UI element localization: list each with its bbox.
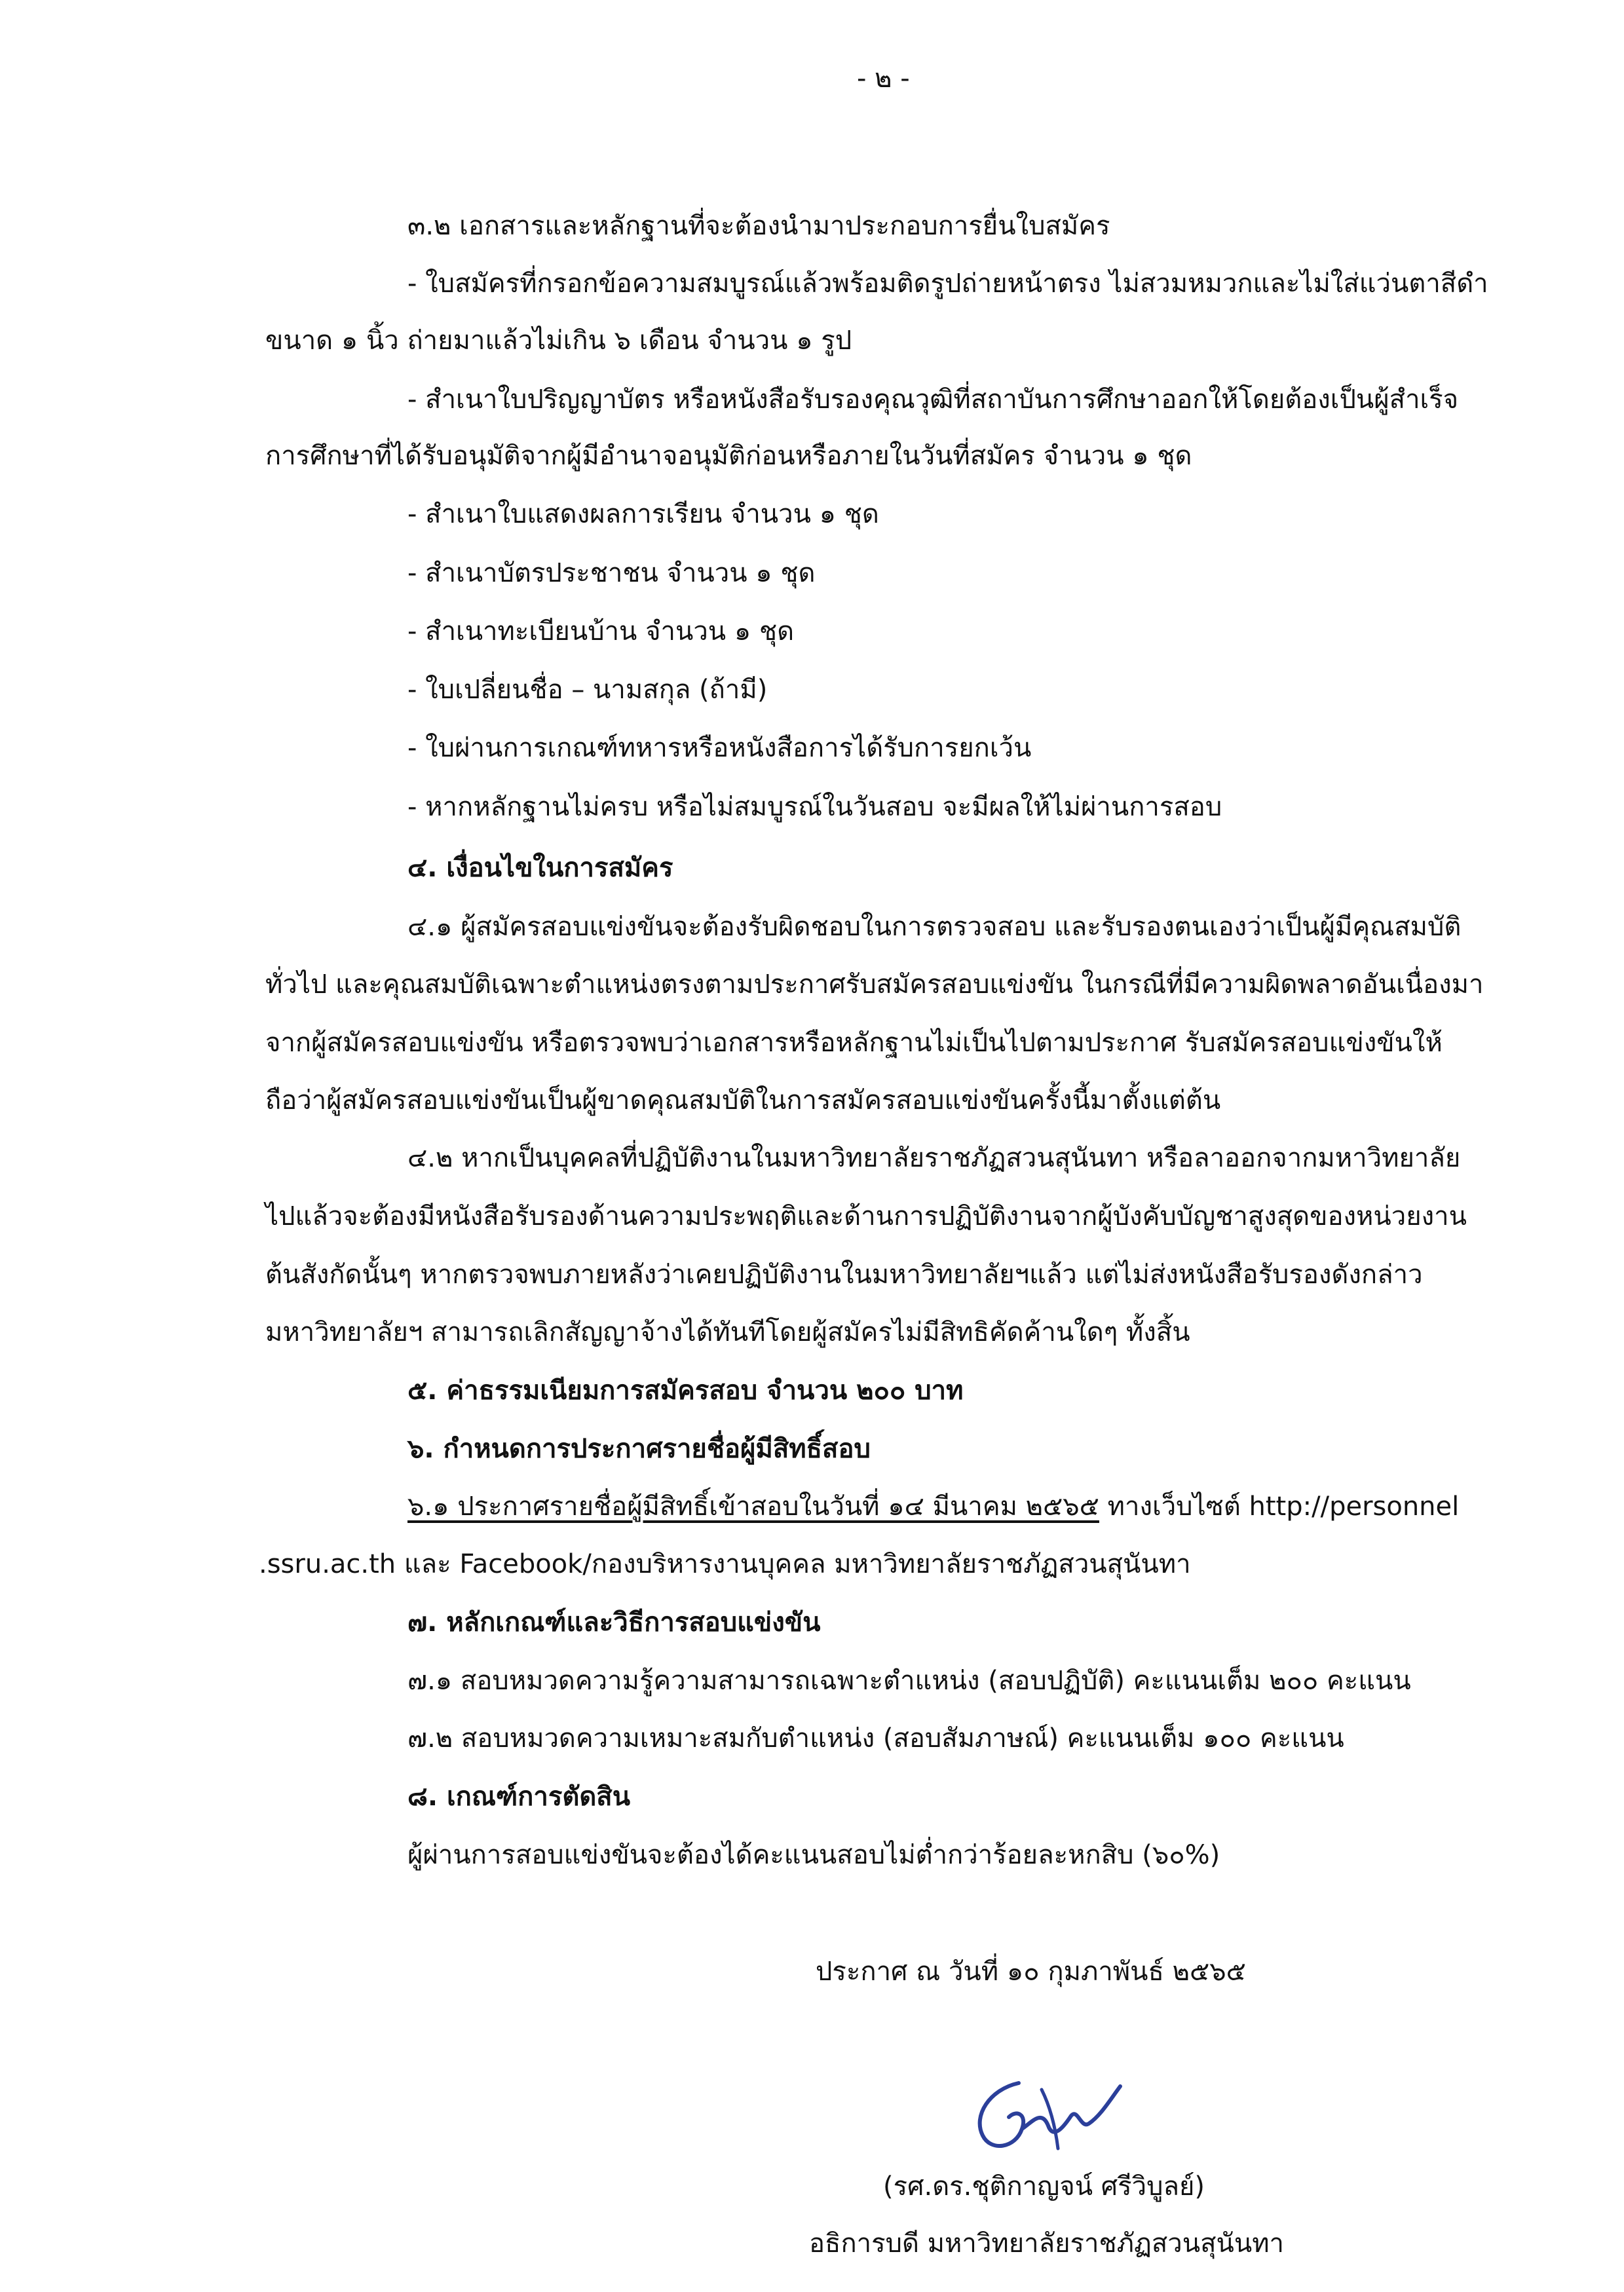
section-4-1-line1: ๔.๑ ผู้สมัครสอบแข่งขันจะต้องรับผิดชอบในการตรวจสอบ และรับรองตนเองว่าเป็นผู้มีคุณสมบัติ bbox=[407, 912, 1462, 942]
section-7-2: ๗.๒ สอบหมวดความเหมาะสมกับตำแหน่ง (สอบสัมภาษณ์) คะแนนเต็ม ๑๐๐ คะแนน bbox=[407, 1723, 1344, 1754]
page-number: - ๒ - bbox=[857, 64, 910, 94]
signer-title: อธิการบดี มหาวิทยาลัยราชภัฏสวนสุนันทา bbox=[809, 2228, 1285, 2259]
doc-item-id-card: - สำเนาบัตรประชาชน จำนวน ๑ ชุด bbox=[407, 558, 816, 588]
section-4-1-line4: ถือว่าผู้สมัครสอบแข่งขันเป็นผู้ขาดคุณสมบัติในการสมัครสอบแข่งขันครั้งนี้มาตั้งแต่ต้น bbox=[265, 1085, 1221, 1116]
section-4-1-line2: ทั่วไป และคุณสมบัติเฉพาะตำแหน่งตรงตามประกาศรับสมัครสอบแข่งขัน ในกรณีที่มีความผิดพลาดอันเนื่องมา bbox=[265, 969, 1484, 1000]
section-6-heading: ๖. กำหนดการประกาศรายชื่อผู้มีสิทธิ์สอบ bbox=[407, 1434, 871, 1464]
doc-item-photo-line2: ขนาด ๑ นิ้ว ถ่ายมาแล้วไม่เกิน ๖ เดือน จำนวน ๑ รูป bbox=[265, 326, 852, 356]
section-4-2-line1: ๔.๒ หากเป็นบุคคลที่ปฏิบัติงานในมหาวิทยาลัยราชภัฏสวนสุนันทา หรือลาออกจากมหาวิทยาลัย bbox=[407, 1143, 1461, 1173]
doc-item-degree-line1: - สำเนาใบปริญญาบัตร หรือหนังสือรับรองคุณวุฒิที่สถาบันการศึกษาออกให้โดยต้องเป็นผู้สำเร็จ bbox=[407, 385, 1459, 415]
section-7-heading: ๗. หลักเกณฑ์และวิธีการสอบแข่งขัน bbox=[407, 1607, 821, 1638]
section-4-1-line3: จากผู้สมัครสอบแข่งขัน หรือตรวจพบว่าเอกสารหรือหลักฐานไม่เป็นไปตามประกาศ รับสมัครสอบแข่งขันให้ bbox=[265, 1028, 1443, 1058]
doc-item-name-change: - ใบเปลี่ยนชื่อ – นามสกุล (ถ้ามี) bbox=[407, 675, 768, 705]
doc-item-degree-line2: การศึกษาที่ได้รับอนุมัติจากผู้มีอำนาจอนุมัติก่อนหรือภายในวันที่สมัคร จำนวน ๑ ชุด bbox=[265, 441, 1192, 471]
doc-item-photo-line1: - ใบสมัครที่กรอกข้อความสมบูรณ์แล้วพร้อมติดรูปถ่ายหน้าตรง ไม่สวมหมวกและไม่ใส่แว่นตาสีดำ bbox=[407, 269, 1488, 299]
signature-image bbox=[943, 2063, 1140, 2168]
section-8-heading: ๘. เกณฑ์การตัดสิน bbox=[407, 1782, 631, 1812]
signer-name: (รศ.ดร.ชุติกาญจน์ ศรีวิบูลย์) bbox=[883, 2171, 1205, 2202]
section-8-text: ผู้ผ่านการสอบแข่งขันจะต้องได้คะแนนสอบไม่ต่ำกว่าร้อยละหกสิบ (๖๐%) bbox=[407, 1840, 1220, 1870]
announce-date: ประกาศ ณ วันที่ ๑๐ กุมภาพันธ์ ๒๕๖๕ bbox=[816, 1957, 1246, 1987]
doc-item-incomplete-note: - หากหลักฐานไม่ครบ หรือไม่สมบูรณ์ในวันสอบ จะมีผลให้ไม่ผ่านการสอบ bbox=[407, 792, 1222, 822]
website-text: ทางเว็บไซต์ http://personnel bbox=[1099, 1492, 1460, 1522]
section-4-heading: ๔. เงื่อนไขในการสมัคร bbox=[407, 853, 673, 883]
section-4-2-line2: ไปแล้วจะต้องมีหนังสือรับรองด้านความประพฤติและด้านการปฏิบัติงานจากผู้บังคับบัญชาสูงสุดของหน่วยงาน bbox=[265, 1201, 1467, 1231]
doc-item-transcript: - สำเนาใบแสดงผลการเรียน จำนวน ๑ ชุด bbox=[407, 499, 879, 529]
doc-item-house-registration: - สำเนาทะเบียนบ้าน จำนวน ๑ ชุด bbox=[407, 616, 795, 647]
section-4-2-line4: มหาวิทยาลัยฯ สามารถเลิกสัญญาจ้างได้ทันทีโดยผู้สมัครไม่มีสิทธิคัดค้านใดๆ ทั้งสิ้น bbox=[265, 1317, 1190, 1347]
section-4-2-line3: ต้นสังกัดนั้นๆ หากตรวจพบภายหลังว่าเคยปฏิบัติงานในมหาวิทยาลัยฯแล้ว แต่ไม่ส่งหนังสือรับรองดังกล่าว bbox=[265, 1260, 1423, 1290]
announcement-date-underlined: ๖.๑ ประกาศรายชื่อผู้มีสิทธิ์เข้าสอบในวันที่ ๑๔ มีนาคม ๒๕๖๕ bbox=[407, 1492, 1099, 1522]
section-5-heading: ๕. ค่าธรรมเนียมการสมัครสอบ จำนวน ๒๐๐ บาท bbox=[407, 1376, 964, 1406]
section-6-1-line1 bbox=[407, 1494, 1459, 1520]
doc-item-military: - ใบผ่านการเกณฑ์ทหารหรือหนังสือการได้รับการยกเว้น bbox=[407, 733, 1032, 763]
section-7-1: ๗.๑ สอบหมวดความรู้ความสามารถเฉพาะตำแหน่ง (สอบปฏิบัติ) คะแนนเต็ม ๒๐๐ คะแนน bbox=[407, 1666, 1411, 1696]
section-3-2-heading: ๓.๒ เอกสารและหลักฐานที่จะต้องนำมาประกอบการยื่นใบสมัคร bbox=[407, 211, 1110, 241]
section-6-1-line2: .ssru.ac.th และ Facebook/กองบริหารงานบุคคล มหาวิทยาลัยราชภัฏสวนสุนันทา bbox=[259, 1549, 1191, 1579]
